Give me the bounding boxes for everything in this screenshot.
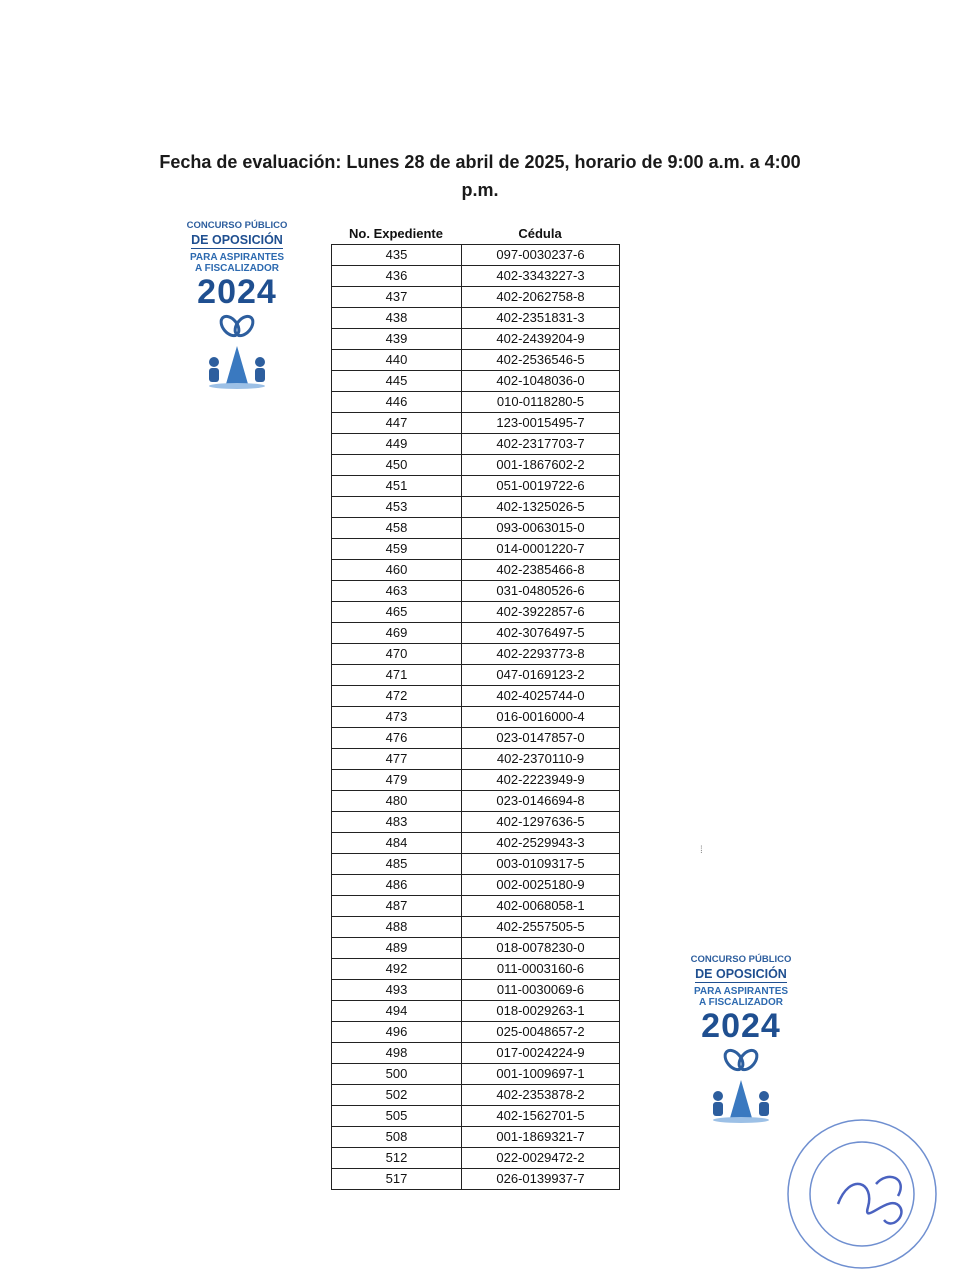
cell-cedula: 123-0015495-7 <box>462 413 620 434</box>
table-header <box>331 224 620 244</box>
cell-cedula: 402-2370110-9 <box>462 749 620 770</box>
table-row <box>332 245 620 266</box>
cell-cedula: 093-0063015-0 <box>462 518 620 539</box>
table-row <box>332 791 620 812</box>
cell-expediente: 453 <box>332 497 462 518</box>
cell-expediente: 505 <box>332 1106 462 1127</box>
cell-expediente: 449 <box>332 434 462 455</box>
logo-line-1: CONCURSO PÚBLICO <box>186 220 288 231</box>
cell-cedula: 402-2293773-8 <box>462 644 620 665</box>
cell-expediente: 492 <box>332 959 462 980</box>
cell-expediente: 489 <box>332 938 462 959</box>
signature-icon <box>838 1177 901 1224</box>
cell-cedula: 402-2062758-8 <box>462 287 620 308</box>
table-row <box>332 959 620 980</box>
cell-cedula: 402-1297636-5 <box>462 812 620 833</box>
table-row <box>332 413 620 434</box>
cell-cedula: 003-0109317-5 <box>462 854 620 875</box>
cell-cedula: 097-0030237-6 <box>462 245 620 266</box>
logo-emblem-icon <box>192 312 282 392</box>
cell-expediente: 439 <box>332 329 462 350</box>
scan-mark: ⁞ <box>700 845 703 856</box>
cell-expediente: 458 <box>332 518 462 539</box>
cell-cedula: 402-2317703-7 <box>462 434 620 455</box>
table-row <box>332 1064 620 1085</box>
official-stamp <box>780 1112 976 1269</box>
table-row <box>332 1085 620 1106</box>
cell-cedula: 402-3922857-6 <box>462 602 620 623</box>
cell-cedula: 011-0003160-6 <box>462 959 620 980</box>
cell-cedula: 017-0024224-9 <box>462 1043 620 1064</box>
table-row <box>332 980 620 1001</box>
cell-expediente: 517 <box>332 1169 462 1190</box>
table-row <box>332 392 620 413</box>
cell-expediente: 459 <box>332 539 462 560</box>
table-row <box>332 371 620 392</box>
cell-cedula: 051-0019722-6 <box>462 476 620 497</box>
table-row <box>332 518 620 539</box>
table-row <box>332 854 620 875</box>
table-body <box>331 244 620 1190</box>
table-row <box>332 1127 620 1148</box>
cell-expediente: 480 <box>332 791 462 812</box>
cell-cedula: 018-0029263-1 <box>462 1001 620 1022</box>
contest-logo <box>172 220 302 392</box>
logo-line-2: DE OPOSICIÓN <box>191 233 283 247</box>
table-row <box>332 707 620 728</box>
logo-year: 2024 <box>197 273 277 311</box>
cell-expediente: 496 <box>332 1022 462 1043</box>
cell-cedula: 001-1869321-7 <box>462 1127 620 1148</box>
cell-cedula: 402-4025744-0 <box>462 686 620 707</box>
table-row <box>332 476 620 497</box>
cell-expediente: 473 <box>332 707 462 728</box>
table-row <box>332 1106 620 1127</box>
table-row <box>332 770 620 791</box>
table-row <box>332 938 620 959</box>
column-header-cedula: Cédula <box>518 226 562 241</box>
table-row <box>332 812 620 833</box>
cell-cedula: 402-2536546-5 <box>462 350 620 371</box>
cell-expediente: 493 <box>332 980 462 1001</box>
logo-line-2: DE OPOSICIÓN <box>695 967 787 981</box>
table-row <box>332 1022 620 1043</box>
cell-cedula: 010-0118280-5 <box>462 392 620 413</box>
cell-cedula: 402-2385466-8 <box>462 560 620 581</box>
cell-expediente: 471 <box>332 665 462 686</box>
cell-cedula: 402-2353878-2 <box>462 1085 620 1106</box>
contest-logo-secondary <box>676 954 806 1126</box>
cell-cedula: 402-2223949-9 <box>462 770 620 791</box>
table-row <box>332 539 620 560</box>
cell-expediente: 508 <box>332 1127 462 1148</box>
cell-cedula: 025-0048657-2 <box>462 1022 620 1043</box>
column-header-expediente: No. Expediente <box>349 226 443 241</box>
cell-expediente: 472 <box>332 686 462 707</box>
cell-expediente: 463 <box>332 581 462 602</box>
table-row <box>332 1148 620 1169</box>
cell-expediente: 440 <box>332 350 462 371</box>
cell-expediente: 450 <box>332 455 462 476</box>
cell-expediente: 486 <box>332 875 462 896</box>
table-row <box>332 875 620 896</box>
table-row <box>332 728 620 749</box>
cell-expediente: 470 <box>332 644 462 665</box>
cell-cedula: 026-0139937-7 <box>462 1169 620 1190</box>
cell-cedula: 016-0016000-4 <box>462 707 620 728</box>
table-row <box>332 1043 620 1064</box>
table-row <box>332 266 620 287</box>
cell-cedula: 402-1048036-0 <box>462 371 620 392</box>
cell-expediente: 451 <box>332 476 462 497</box>
cell-expediente: 494 <box>332 1001 462 1022</box>
logo-line-4: A FISCALIZADOR <box>698 997 784 1008</box>
cell-expediente: 479 <box>332 770 462 791</box>
table-row <box>332 287 620 308</box>
table-row <box>332 644 620 665</box>
cell-cedula: 018-0078230-0 <box>462 938 620 959</box>
table-row <box>332 434 620 455</box>
logo-line-3: PARA ASPIRANTES <box>693 986 789 997</box>
cell-cedula: 402-1325026-5 <box>462 497 620 518</box>
cell-expediente: 446 <box>332 392 462 413</box>
cell-expediente: 447 <box>332 413 462 434</box>
cell-cedula: 001-1009697-1 <box>462 1064 620 1085</box>
logo-year: 2024 <box>701 1007 781 1045</box>
table-row <box>332 749 620 770</box>
cell-expediente: 445 <box>332 371 462 392</box>
cell-cedula: 031-0480526-6 <box>462 581 620 602</box>
cell-expediente: 502 <box>332 1085 462 1106</box>
cell-cedula: 047-0169123-2 <box>462 665 620 686</box>
table-row <box>332 560 620 581</box>
cell-expediente: 512 <box>332 1148 462 1169</box>
cell-expediente: 436 <box>332 266 462 287</box>
logo-line-4: A FISCALIZADOR <box>194 263 280 274</box>
table-row <box>332 308 620 329</box>
table-row <box>332 581 620 602</box>
cell-cedula: 402-2439204-9 <box>462 329 620 350</box>
cell-expediente: 483 <box>332 812 462 833</box>
cell-cedula: 402-2529943-3 <box>462 833 620 854</box>
cell-expediente: 500 <box>332 1064 462 1085</box>
cell-expediente: 476 <box>332 728 462 749</box>
cell-expediente: 488 <box>332 917 462 938</box>
table-row <box>332 665 620 686</box>
cell-expediente: 477 <box>332 749 462 770</box>
cell-cedula: 402-2351831-3 <box>462 308 620 329</box>
cell-cedula: 402-0068058-1 <box>462 896 620 917</box>
cell-expediente: 487 <box>332 896 462 917</box>
cell-expediente: 438 <box>332 308 462 329</box>
table-row <box>332 1001 620 1022</box>
table-row <box>332 917 620 938</box>
cell-cedula: 023-0146694-8 <box>462 791 620 812</box>
logo-emblem-icon <box>696 1046 786 1126</box>
table-row <box>332 623 620 644</box>
table-row <box>332 1169 620 1190</box>
table-row <box>332 833 620 854</box>
cell-cedula: 402-3343227-3 <box>462 266 620 287</box>
cell-expediente: 485 <box>332 854 462 875</box>
expedientes-table <box>331 224 620 1190</box>
table-row <box>332 455 620 476</box>
cell-expediente: 435 <box>332 245 462 266</box>
cell-expediente: 437 <box>332 287 462 308</box>
table-row <box>332 329 620 350</box>
cell-expediente: 465 <box>332 602 462 623</box>
cell-cedula: 402-3076497-5 <box>462 623 620 644</box>
cell-expediente: 484 <box>332 833 462 854</box>
cell-cedula: 002-0025180-9 <box>462 875 620 896</box>
table-row <box>332 896 620 917</box>
cell-expediente: 460 <box>332 560 462 581</box>
page-title: Fecha de evaluación: Lunes 28 de abril de 2025, horario de 9:00 a.m. a 4:00 p.m. <box>159 152 801 200</box>
cell-cedula: 014-0001220-7 <box>462 539 620 560</box>
cell-expediente: 498 <box>332 1043 462 1064</box>
cell-cedula: 022-0029472-2 <box>462 1148 620 1169</box>
table-row <box>332 497 620 518</box>
table-row <box>332 602 620 623</box>
cell-cedula: 402-1562701-5 <box>462 1106 620 1127</box>
table-row <box>332 686 620 707</box>
cell-cedula: 023-0147857-0 <box>462 728 620 749</box>
cell-cedula: 011-0030069-6 <box>462 980 620 1001</box>
logo-line-1: CONCURSO PÚBLICO <box>690 954 792 965</box>
table-row <box>332 350 620 371</box>
logo-line-3: PARA ASPIRANTES <box>189 252 285 263</box>
cell-expediente: 469 <box>332 623 462 644</box>
cell-cedula: 001-1867602-2 <box>462 455 620 476</box>
cell-cedula: 402-2557505-5 <box>462 917 620 938</box>
